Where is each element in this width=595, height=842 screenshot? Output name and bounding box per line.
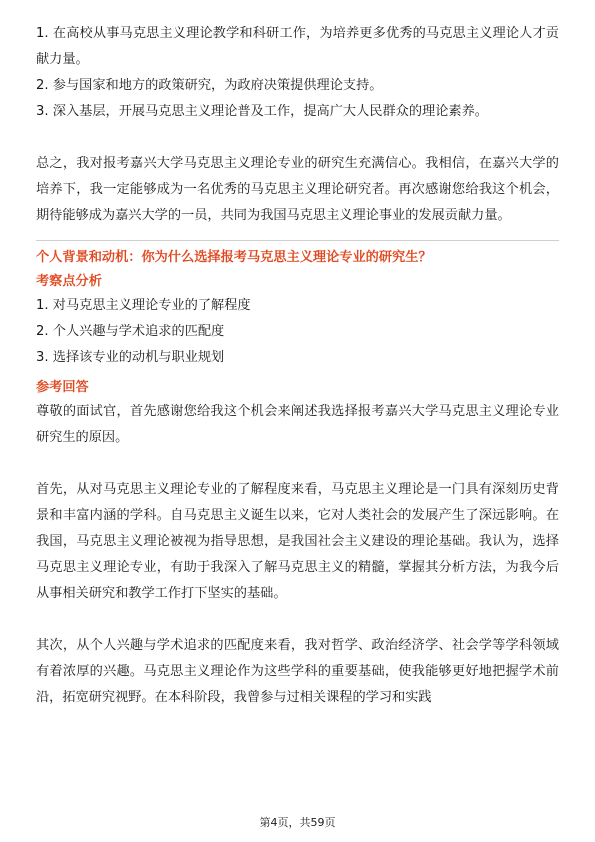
conclusion-paragraph: 总之，我对报考嘉兴大学马克思主义理论专业的研究生充满信心。我相信，在嘉兴大学的培养下，我一定能够成为一名优秀的马克思主义理论研究者。再次感谢您给我这个机会，期待能够成为嘉兴大学的一员，共同为我国马克思主义理论事业的发展贡献力量。	[36, 156, 559, 223]
answer-paragraph: 其次，从个人兴趣与学术追求的匹配度来看，我对哲学、政治经济学、社会学等学科领域有着浓厚的兴趣。马克思主义理论作为这些学科的重要基础，使我能够更好地把握学术前沿，拓宽研究视野。在本科阶段，我曾参与过相关课程的学习和实践	[36, 638, 559, 705]
list-item: 3. 深入基层，开展马克思主义理论普及工作，提高广大人民群众的理论素养。	[36, 104, 488, 119]
answer-paragraph: 尊敬的面试官，首先感谢您给我这个机会来阐述我选择报考嘉兴大学马克思主义理论专业研究生的原因。	[36, 404, 559, 445]
list-item: 1. 对马克思主义理论专业的了解程度	[36, 298, 251, 313]
document-body	[36, 21, 559, 711]
analysis-heading: 考察点分析	[36, 274, 102, 289]
list-item: 2. 参与国家和地方的政策研究，为政府决策提供理论支持。	[36, 78, 383, 93]
question-title: 个人背景和动机：你为什么选择报考马克思主义理论专业的研究生？	[36, 250, 432, 265]
list-item: 3. 选择该专业的动机与职业规划	[36, 350, 225, 365]
list-item: 1. 在高校从事马克思主义理论教学和科研工作，为培养更多优秀的马克思主义理论人才贡献力量。	[36, 26, 559, 67]
page-number: 第4页，共59页	[259, 816, 336, 829]
list-item: 2. 个人兴趣与学术追求的匹配度	[36, 324, 225, 339]
answer-heading: 参考回答	[36, 380, 89, 395]
section-divider	[36, 240, 559, 241]
answer-paragraph: 首先，从对马克思主义理论专业的了解程度来看，马克思主义理论是一门具有深刻历史背景和丰富内涵的学科。自马克思主义诞生以来，它对人类社会的发展产生了深远影响。在我国，马克思主义理论被视为指导思想，是我国社会主义建设的理论基础。我认为，选择马克思主义理论专业，有助于我深入了解马克思主义的精髓，掌握其分析方法，为我今后从事相关研究和教学工作打下坚实的基础。	[36, 482, 559, 601]
